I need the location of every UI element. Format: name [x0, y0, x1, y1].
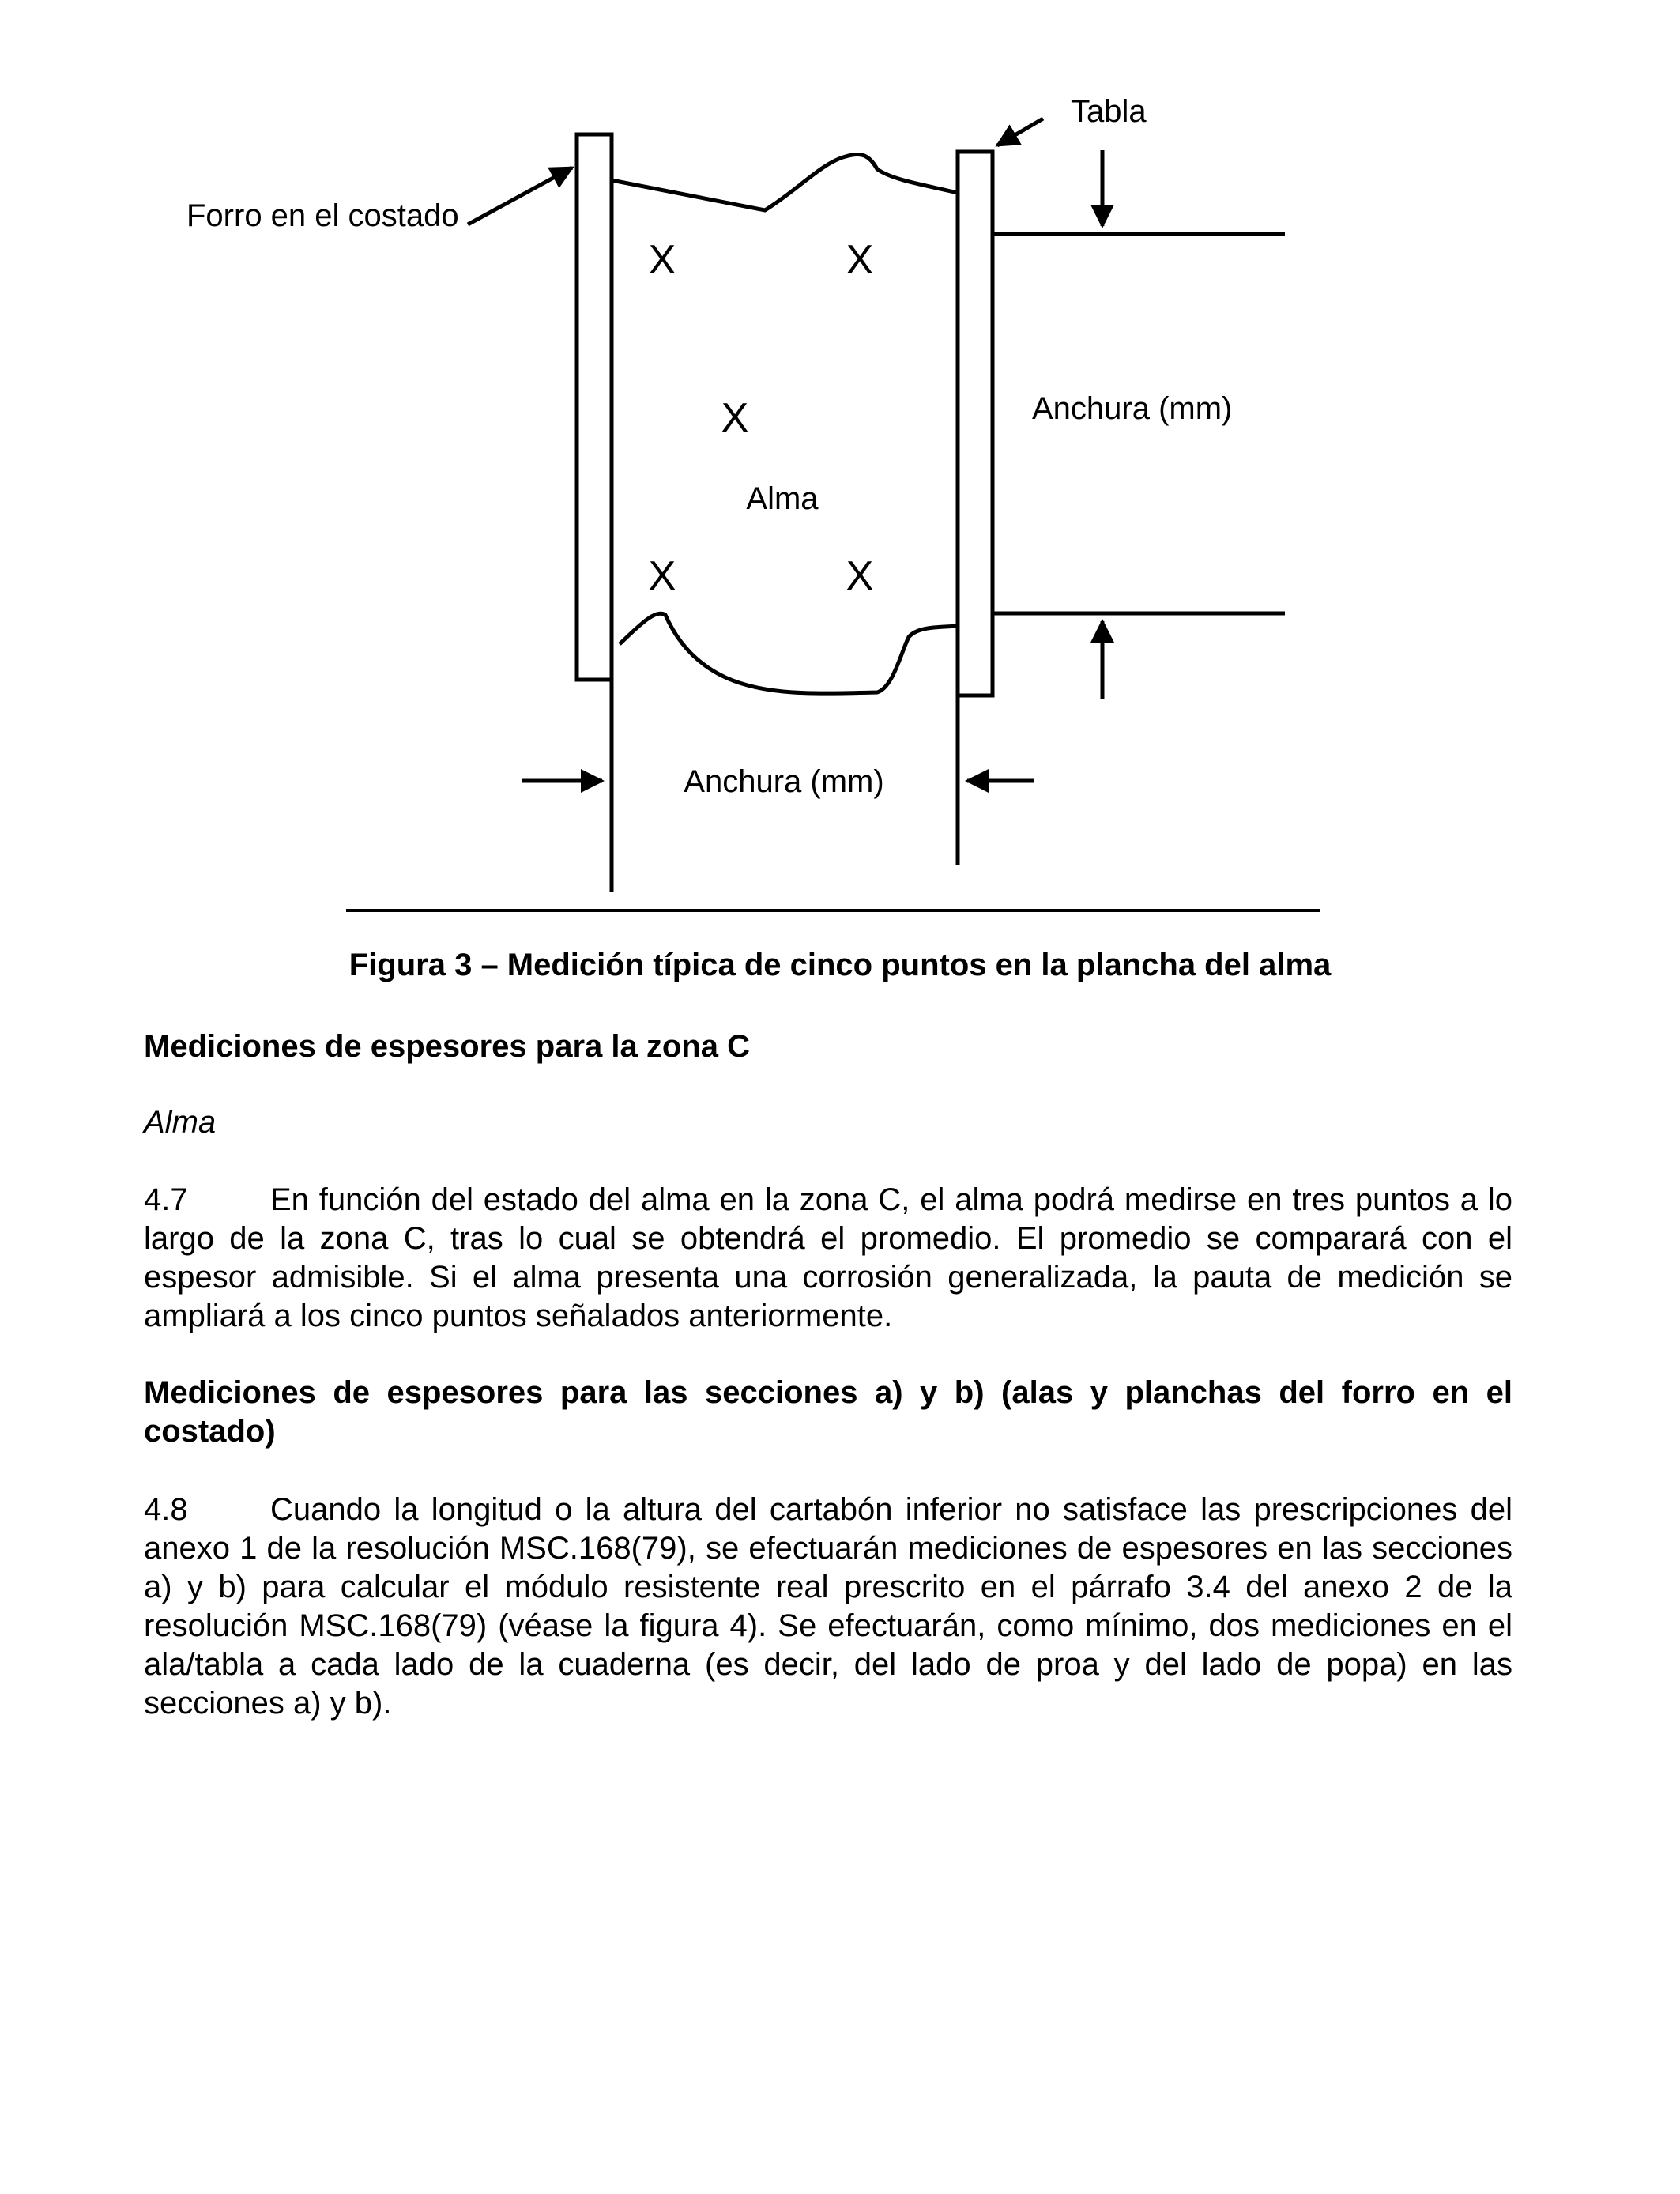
figure-3-diagram — [0, 0, 1680, 933]
mark-top-right: X — [846, 237, 874, 283]
face-plate — [958, 152, 993, 696]
leader-arrow-forro — [468, 168, 572, 224]
web-bottom-edge — [620, 613, 958, 693]
paragraph-text: En función del estado del alma en la zona C, el alma podrá medirse en tres puntos a lo largo de la zona C, tras lo cual se obtendrá el promedio. El promedio se comparará con el espesor admisible. Si el alma presenta una corrosión generalizada, la pauta de medición se ampliará a los cinco puntos señalados anteriormente. — [144, 1182, 1512, 1333]
paragraph-text: Cuando la longitud o la altura del cartabón inferior no satisface las prescripciones del anexo 1 de la resolución MSC.168(79), se efectuarán mediciones de espesores en las secciones a) y b) para calcular el módulo resistente real prescrito en el párrafo 3.4 del anexo 2 de la resolución MSC.168(79) (véase la figura 4). Se efectuarán, como mínimo, dos mediciones en el ala/tabla a cada lado de la cuaderna (es decir, del lado de proa y del lado de popa) en las secciones a) y b). — [144, 1492, 1512, 1721]
figure-caption: Figura 3 – Medición típica de cinco puntos en la plancha del alma — [348, 948, 1332, 982]
heading-secciones-a-b: Mediciones de espesores para las secciones a) y b) (alas y planchas del forro en el costado) — [144, 1375, 1512, 1449]
mark-top-left: X — [648, 237, 676, 283]
mark-bottom-right: X — [846, 553, 874, 599]
label-anchura-right: Anchura (mm) — [1032, 391, 1233, 426]
paragraph-number: 4.8 — [144, 1492, 188, 1527]
label-forro-en-el-costado: Forro en el costado — [186, 198, 459, 233]
paragraph-number: 4.7 — [144, 1182, 188, 1217]
label-anchura-bottom: Anchura (mm) — [684, 764, 884, 799]
side-shell-plate — [577, 134, 612, 680]
mark-center: X — [721, 395, 749, 441]
leader-arrow-tabla — [997, 119, 1043, 145]
paragraph-4-7 — [144, 1181, 1512, 1336]
label-alma: Alma — [746, 481, 819, 516]
mark-bottom-left: X — [648, 553, 676, 599]
paragraph-4-8 — [144, 1491, 1512, 1723]
subheading-alma: Alma — [144, 1105, 217, 1140]
heading-zona-c: Mediciones de espesores para la zona C — [144, 1029, 750, 1064]
web-top-edge — [612, 154, 958, 210]
label-tabla: Tabla — [1071, 94, 1147, 129]
